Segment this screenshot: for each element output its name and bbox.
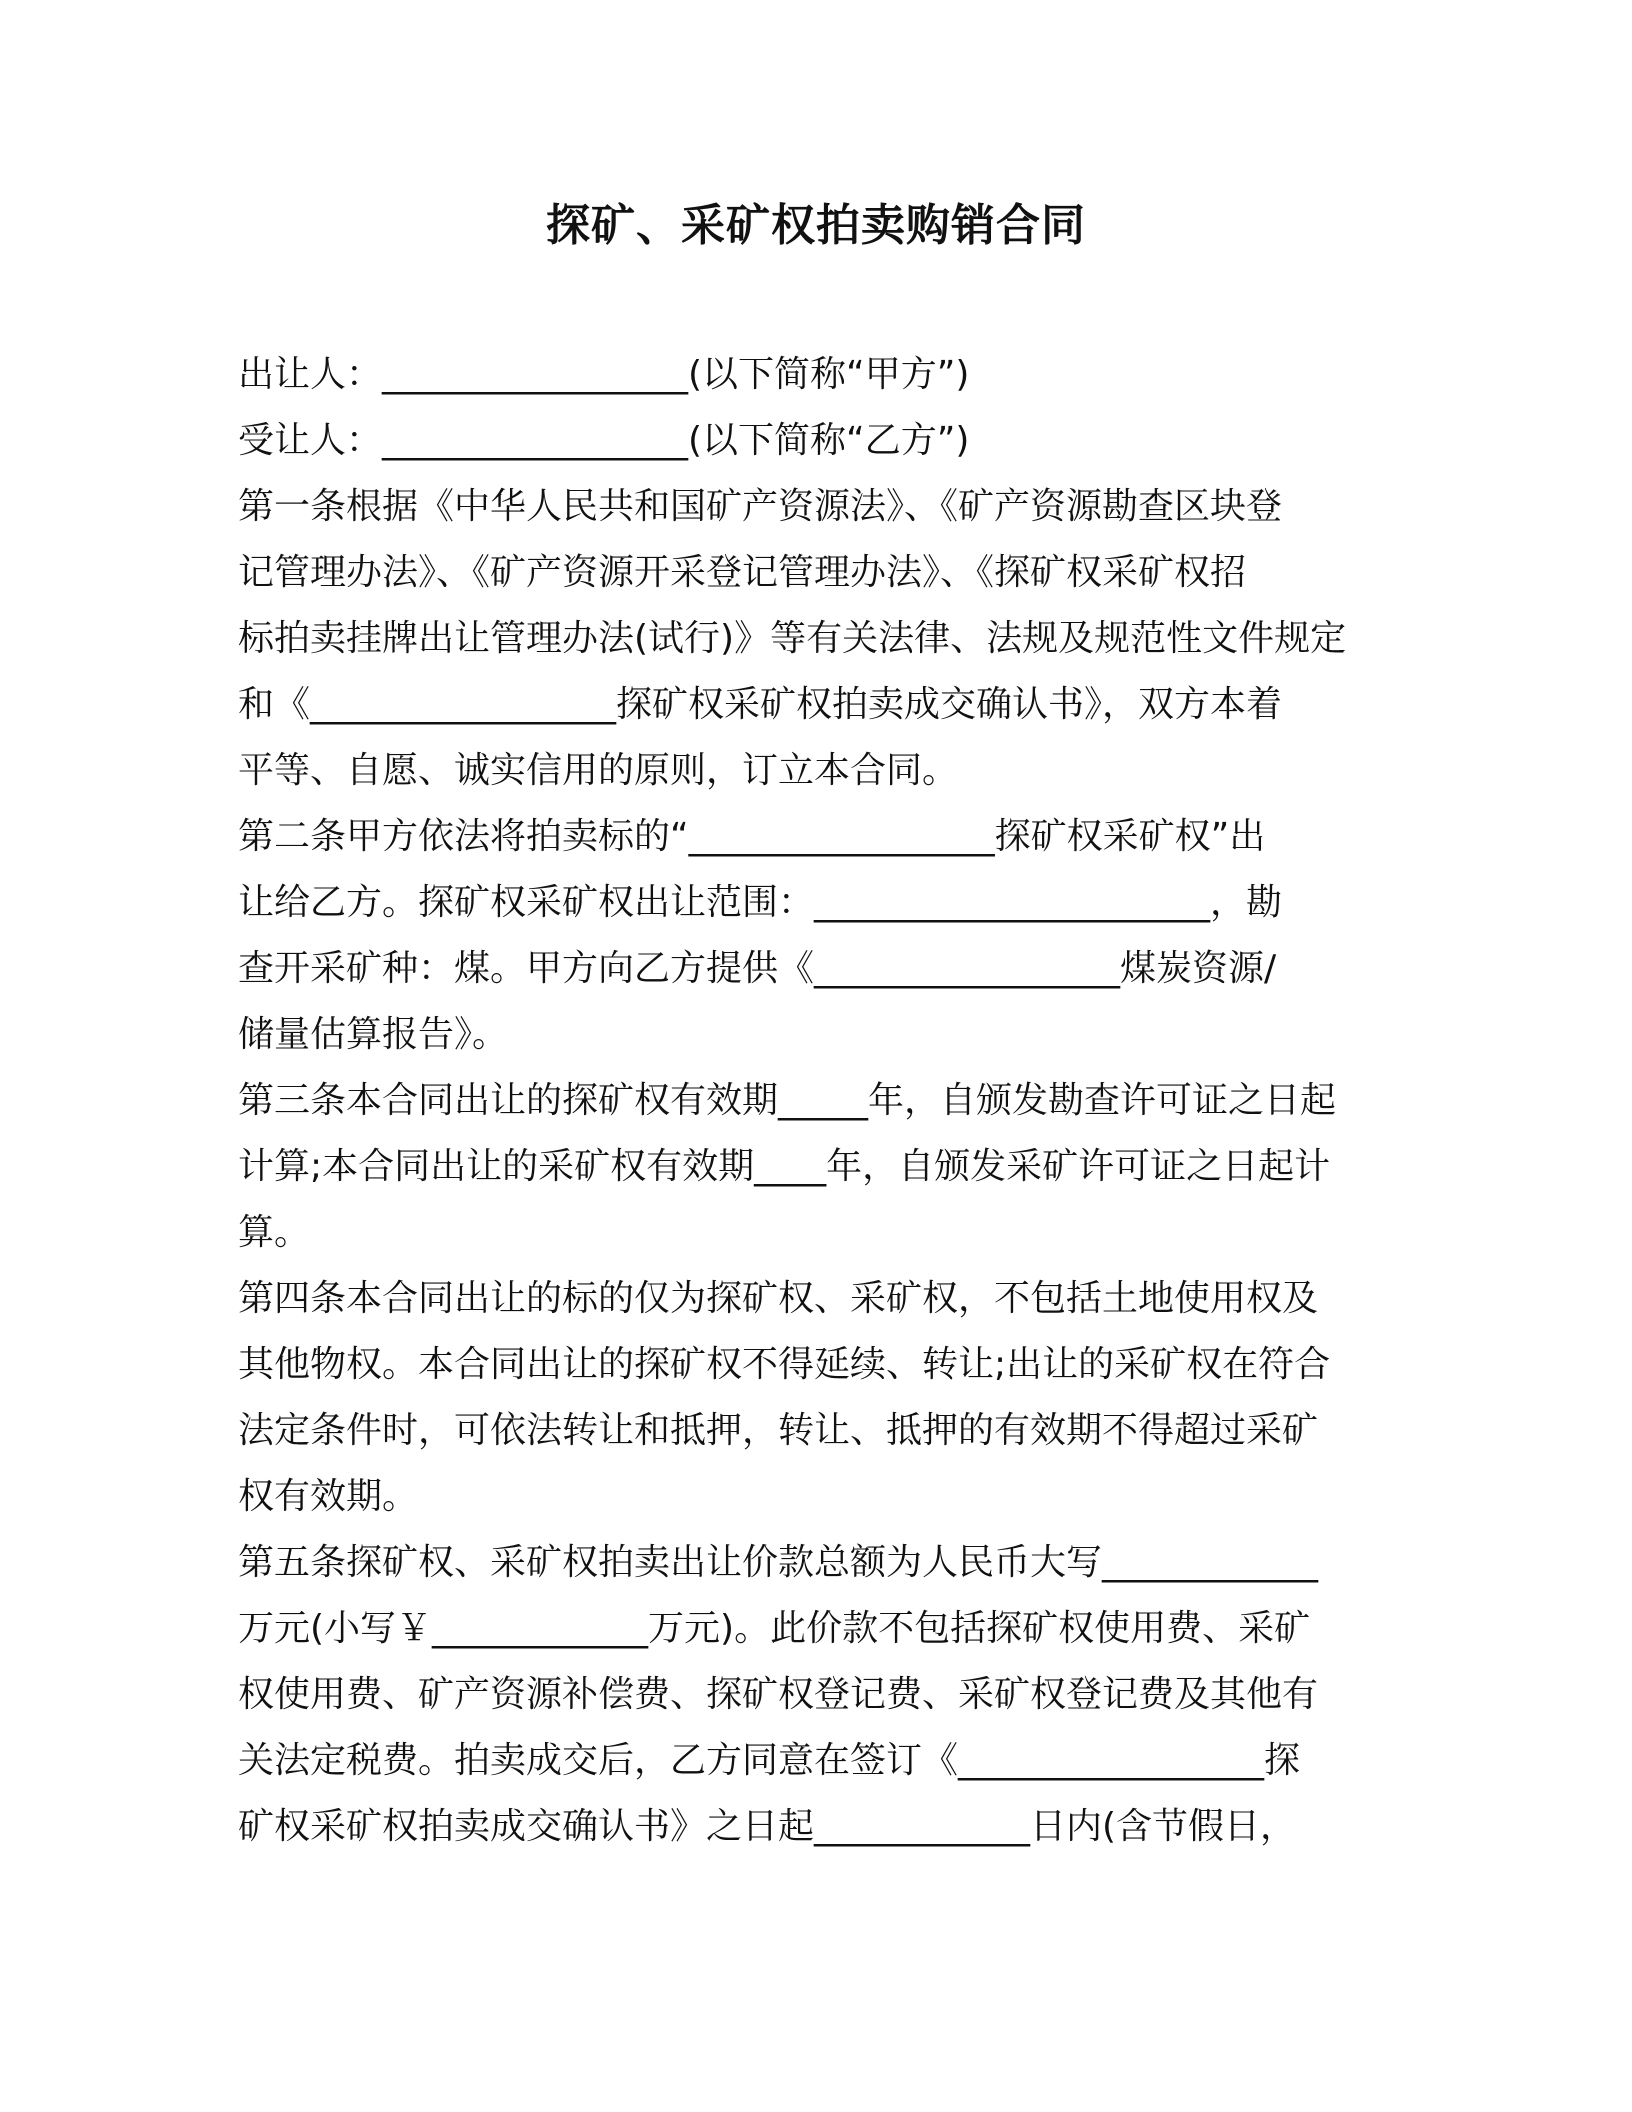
article-1-line: 和《_________________探矿权采矿权拍卖成交确认书》，双方本着	[238, 684, 1283, 725]
article-4-line: 权有效期。	[238, 1476, 419, 1517]
article-5-line: 权使用费、矿产资源补偿费、探矿权登记费、采矿权登记费及其他有	[238, 1674, 1319, 1715]
party-a-line: 出让人：_________________(以下简称“甲方”)	[238, 354, 970, 395]
document-title: 探矿、采矿权拍卖购销合同	[546, 200, 1086, 251]
article-4-line: 其他物权。本合同出让的探矿权不得延续、转让;出让的采矿权在符合	[238, 1344, 1331, 1385]
article-5-line: 矿权采矿权拍卖成交确认书》之日起____________日内(含节假日，	[238, 1806, 1297, 1847]
article-5-line: 万元(小写￥____________万元)。此价款不包括探矿权使用费、采矿	[238, 1608, 1311, 1649]
article-1-line: 平等、自愿、诚实信用的原则，订立本合同。	[238, 750, 959, 791]
article-4-line: 法定条件时，可依法转让和抵押，转让、抵押的有效期不得超过采矿	[238, 1410, 1319, 1451]
article-5-line: 第五条探矿权、采矿权拍卖出让价款总额为人民币大写____________	[238, 1542, 1319, 1583]
article-2-line: 第二条甲方依法将拍卖标的“_________________探矿权采矿权”出	[238, 816, 1266, 857]
article-2-line: 让给乙方。探矿权采矿权出让范围：______________________，勘	[238, 882, 1283, 923]
article-4-line: 第四条本合同出让的标的仅为探矿权、采矿权，不包括土地使用权及	[238, 1278, 1319, 1319]
article-1-line: 第一条根据《中华人民共和国矿产资源法》、《矿产资源勘查区块登	[238, 486, 1283, 527]
article-2-line: 查开采矿种：煤。甲方向乙方提供《_________________煤炭资源/	[238, 948, 1277, 989]
contract-body	[238, 342, 1386, 1860]
party-b-line: 受让人：_________________(以下简称“乙方”)	[238, 420, 970, 461]
article-3-line: 第三条本合同出让的探矿权有效期_____年，自颁发勘查许可证之日起	[238, 1080, 1337, 1121]
article-5-line: 关法定税费。拍卖成交后，乙方同意在签订《_________________探	[238, 1740, 1301, 1781]
article-2-line: 储量估算报告》。	[238, 1014, 509, 1055]
article-3-line: 算。	[238, 1212, 311, 1253]
article-1-line: 标拍卖挂牌出让管理办法(试行)》等有关法律、法规及规范性文件规定	[238, 618, 1347, 659]
article-3-line: 计算;本合同出让的采矿权有效期____年，自颁发采矿许可证之日起计	[238, 1146, 1331, 1187]
article-1-line: 记管理办法》、《矿产资源开采登记管理办法》、《探矿权采矿权招	[238, 552, 1247, 593]
